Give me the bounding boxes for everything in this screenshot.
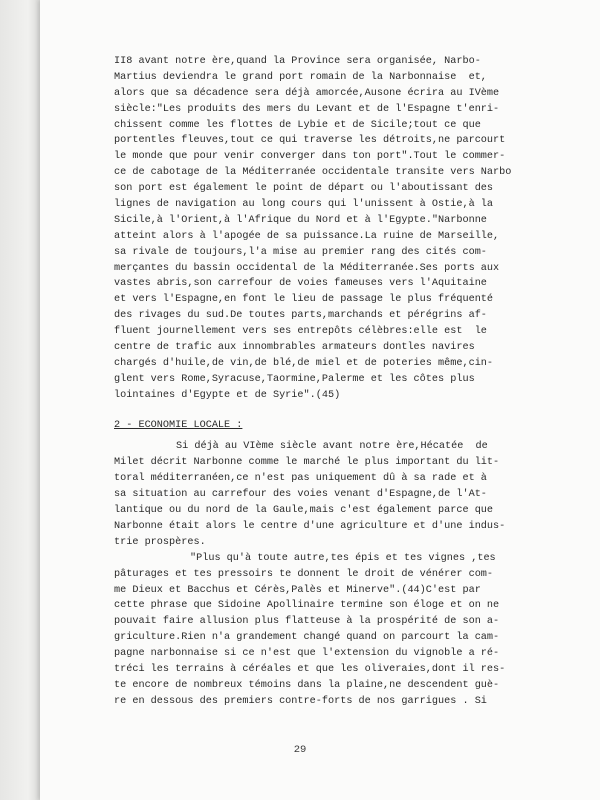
page-text [114,54,514,710]
text-line: lignes de navigation au long cours qui l'unissent à Ostie,à la [114,199,494,211]
text-line: Sicile,à l'Orient,à l'Afrique du Nord et à l'Egypte."Narbonne [114,214,487,226]
text-line: trie prospères. [114,536,206,548]
text-line: pagne narbonnaise si ce n'est que l'extension du vignoble a ré- [114,648,500,660]
text-line: merçantes du bassin occidental de la Méditerranée.Ses ports aux [114,262,500,274]
text-line: glent vers Rome,Syracuse,Taormine,Palerme et les côtes plus [114,373,475,385]
text-line: Martius deviendra le grand port romain de la Narbonnaise et, [114,71,487,83]
text-line: pouvait faire allusion plus flatteuse à la prospérité de son a- [114,616,500,628]
text-line: griculture.Rien n'a grandement changé quand on parcourt la cam- [114,632,500,644]
text-line: sa rivale de toujours,l'a mise au premier rang des cités com- [114,246,487,258]
text-line: fluent journellement vers ses entrepôts célèbres:elle est le [114,326,487,338]
text-line: lantique ou du nord de la Gaule,mais c'est également parce que [114,505,494,517]
text-line: ce de cabotage de la Méditerranée occidentale transite vers Narbo [114,167,512,179]
text-line: lointaines d'Egypte et de Syrie".(45) [114,389,341,401]
text-line: atteint alors à l'apogée de sa puissance.La ruine de Marseille, [114,230,500,242]
page-number: 29 [293,744,307,756]
text-line: vastes abris,son carrefour de voies fameuses vers l'Aquitaine [114,278,487,290]
text-line: me Dieux et Bacchus et Cérès,Palès et Minerve".(44)C'est par [114,584,481,596]
paragraph-2 [114,439,514,550]
text-line: son port est également le point de départ ou l'aboutissant des [114,183,494,195]
text-line: le monde que pour venir converger dans ton port".Tout le commer- [114,151,506,163]
text-line: te encore de nombreux témoins dans la plaine,ne descendent guè- [114,679,500,691]
text-line: tréci les terrains à céréales et que les oliveraies,dont il res- [114,663,506,675]
text-line: toral méditerranéen,ce n'est pas uniquement dû à sa rade et à [114,473,487,485]
text-line: Narbonne était alors le centre d'une agriculture et d'une indus- [114,520,506,532]
text-line: des rivages du sud.De toutes parts,marchands et pérégrins af- [114,310,487,322]
text-line: portentles fleuves,tout ce qui traverse les détroits,ne parcourt [114,135,506,147]
text-line: centre de trafic aux innombrables armateurs dontles navires [114,342,475,354]
text-line: alors que sa décadence sera déjà amorcée,Ausone écrira au IVème [114,87,500,99]
text-line: siècle:"Les produits des mers du Levant et de l'Espagne t'enri- [114,103,500,115]
book-gutter [0,0,40,800]
paragraph-1 [114,54,514,404]
text-line: pâturages et tes pressoirs te donnent le droit de vénérer com- [114,568,494,580]
text-line: Si déjà au VIème siècle avant notre ère,Hécatée de [176,441,488,453]
text-line: sa situation au carrefour des voies venant d'Espagne,de l'At- [114,489,487,501]
text-line: cette phrase que Sidoine Apollinaire termine son éloge et on ne [114,600,500,612]
quote-line: "Plus qu'à toute autre,tes épis et tes vignes ,tes [190,552,496,564]
text-line: Milet décrit Narbonne comme le marché le plus important du lit- [114,457,500,469]
text-line: et vers l'Espagne,en font le lieu de passage le plus fréquenté [114,294,494,306]
text-line: chissent comme les flottes de Lybie et de Sicile;tout ce que [114,119,481,131]
text-line: chargés d'huile,de vin,de blé,de miel et de poteries même,cin- [114,357,494,369]
paragraph-3 [114,567,514,710]
section-heading: 2 - ECONOMIE LOCALE : [114,419,243,431]
text-line: re en dessous des premiers contre-forts de nos garrigues . Si [114,695,487,707]
text-line: II8 avant notre ère,quand la Province sera organisée, Narbo- [114,56,481,67]
